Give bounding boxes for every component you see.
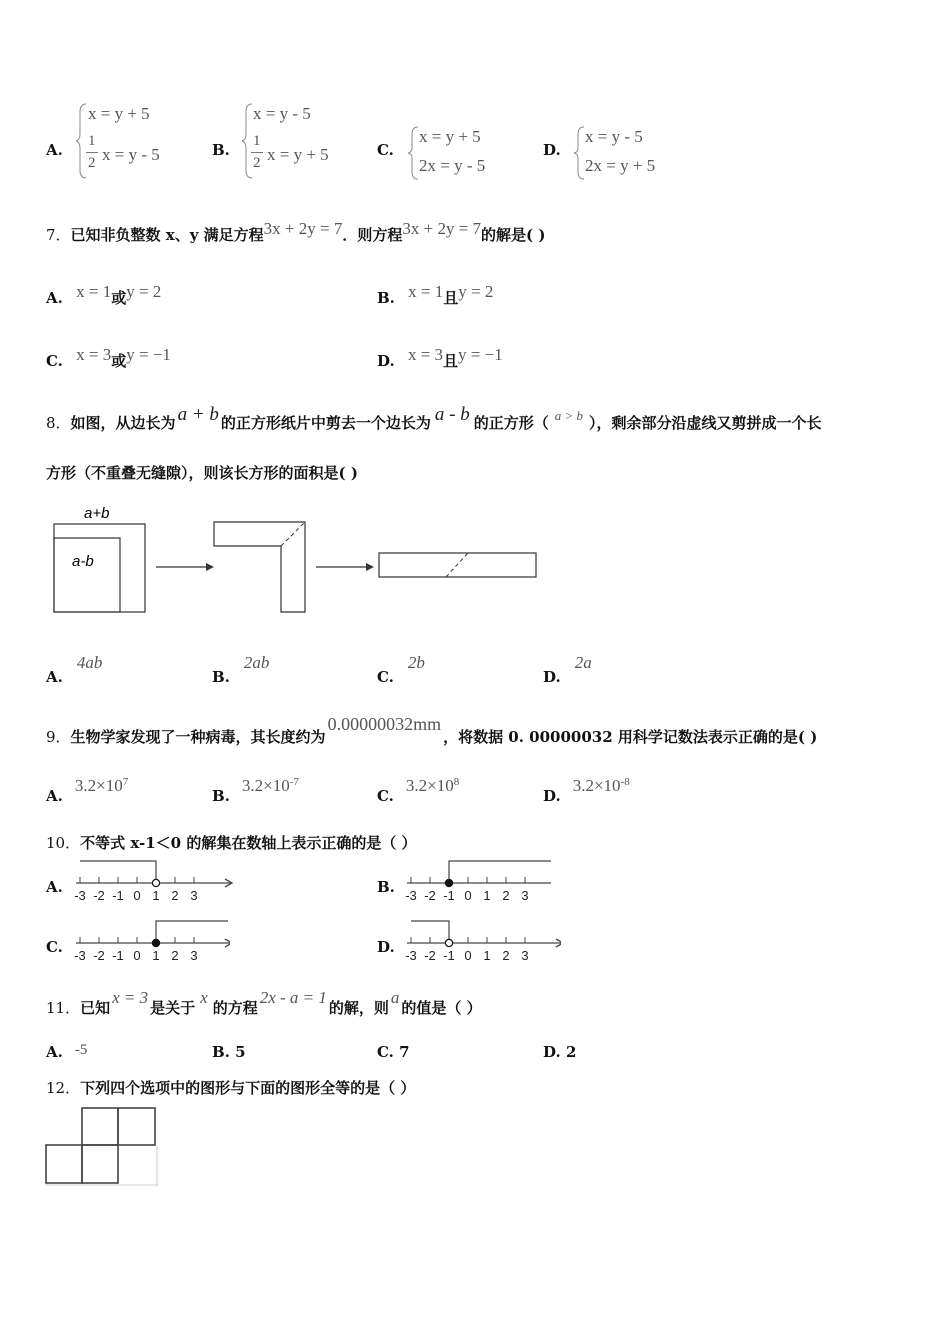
tick-label: 0 (464, 948, 472, 963)
q8-m1: a + b (177, 404, 219, 425)
q7-text-c: 的解是( ) (481, 226, 546, 244)
q9-b-base: 3.2×10 (241, 776, 290, 795)
q7-option-b[interactable] (377, 282, 494, 308)
q10-option-d-label[interactable]: D. (377, 938, 395, 956)
q8-rect-cut (446, 553, 468, 577)
q6-c-line2: 2x = y - 5 (419, 156, 486, 175)
q12-stem (46, 1077, 415, 1098)
tick-label: 1 (483, 948, 491, 963)
q10-text: 不等式 x-1＜0 的解集在数轴上表示正确的是（ ） (80, 834, 417, 852)
q9-a-exp: 7 (122, 776, 129, 788)
q7-b-p1: x = 1 (408, 282, 444, 301)
q8-option-b[interactable] (212, 653, 270, 687)
q11-b-label: B. (212, 1043, 230, 1061)
q7-d-label: D. (377, 352, 395, 370)
q11-option-b[interactable] (212, 1043, 246, 1061)
q7-b-conj: 且 (443, 289, 459, 307)
q9-number: 9． (46, 728, 71, 746)
q8-stem-line1 (46, 404, 822, 434)
tick-label: 0 (464, 888, 472, 903)
q6-c-line1: x = y + 5 (419, 127, 481, 146)
q9-a-base: 3.2×10 (74, 776, 123, 795)
tick-label: 1 (152, 888, 160, 903)
tick-label: -1 (443, 888, 455, 903)
q8-t3: 的正方形（ (473, 414, 549, 432)
tick-label: 1 (152, 948, 160, 963)
q8-a-val: 4ab (76, 653, 103, 672)
q11-m1: x = 3 (112, 988, 149, 1007)
q6-d-line1: x = y - 5 (585, 127, 643, 146)
tick-label: -1 (112, 948, 124, 963)
q6-a-line2: x = y - 5 (102, 145, 160, 164)
q7-option-d[interactable] (377, 345, 503, 371)
q8-c-label: C. (377, 668, 394, 686)
closed-point (152, 939, 159, 946)
q8-c-val: 2b (407, 653, 425, 672)
q6-b-frac-den: 2 (253, 155, 261, 171)
q9-d-label: D. (543, 787, 561, 805)
q6-a-frac-num: 1 (88, 133, 96, 149)
q10-option-c-numberline (70, 916, 230, 966)
tick-label: 3 (521, 888, 529, 903)
q10-option-b-numberline (401, 856, 551, 906)
q6-b-line2: x = y + 5 (267, 145, 329, 164)
tick-label: -1 (443, 948, 455, 963)
q7-c-p1: x = 3 (76, 345, 112, 364)
q7-text-a: 已知非负整数 x、y 满足方程 (70, 226, 264, 244)
q6-b-line1: x = y - 5 (253, 104, 311, 123)
tick-label: -2 (93, 888, 105, 903)
q6-a-frac-bar (86, 152, 98, 153)
tick-label: 0 (133, 888, 141, 903)
q6-option-d-label[interactable]: D. (543, 141, 561, 159)
q8-fig-outer-label: a+b (84, 505, 110, 522)
tick-label: 3 (190, 948, 198, 963)
q10-option-b-label[interactable]: B. (377, 878, 395, 896)
q8-t2: 的正方形纸片中剪去一个边长为 (220, 414, 431, 432)
q6-d-line2: 2x = y + 5 (585, 156, 656, 175)
q10-option-a-numberline (70, 856, 240, 906)
tick-label: -3 (74, 948, 86, 963)
solution-ray (449, 861, 551, 883)
q8-figure (44, 498, 554, 620)
tick-label: 2 (502, 948, 510, 963)
q6-b-frac-bar (251, 152, 263, 153)
q11-a-label: A. (46, 1043, 63, 1061)
q8-number: 8． (46, 414, 71, 432)
q12-number: 12． (46, 1079, 81, 1097)
q9-d-base: 3.2×10 (572, 776, 621, 795)
q11-option-d[interactable] (543, 1043, 576, 1061)
q9-b-label: B. (212, 787, 230, 805)
q10-stem (46, 832, 417, 853)
q8-arrow-1-head (206, 563, 214, 571)
q8-option-c[interactable] (377, 653, 425, 687)
q11-d-val: 2 (565, 1043, 577, 1061)
q11-c-label: C. (377, 1043, 394, 1061)
tick-label: 0 (133, 948, 141, 963)
tick-label: -3 (74, 888, 86, 903)
open-point (445, 939, 452, 946)
q8-t4: ），剩余部分沿虚线又剪拼成一个长 (589, 414, 822, 432)
q8-d-val: 2a (574, 653, 592, 672)
tick-label: 2 (502, 888, 510, 903)
tick-label: 1 (483, 888, 491, 903)
q11-d-label: D. (543, 1043, 561, 1061)
q7-c-label: C. (46, 352, 63, 370)
tick-label: -2 (93, 948, 105, 963)
q6-a-line1: x = y + 5 (88, 104, 150, 123)
q7-b-label: B. (377, 289, 395, 307)
tick-label: 2 (171, 888, 179, 903)
q9-t1: 生物学家发现了一种病毒，其长度约为 (70, 728, 326, 746)
q7-a-label: A. (46, 289, 63, 307)
tick-label: -3 (405, 948, 417, 963)
q11-number: 11． (46, 999, 81, 1017)
q11-stem (46, 988, 482, 1018)
q8-t1: 如图，从边长为 (70, 414, 176, 432)
q11-m2: x (200, 988, 208, 1007)
q11-m4: a (390, 988, 400, 1007)
q6-option-b-label[interactable]: B. (212, 141, 230, 159)
q11-m3: 2x - a = 1 (259, 988, 327, 1007)
q7-eq-2: 3x + 2y = 7 (402, 219, 482, 238)
q11-t5: 的值是（ ） (401, 999, 482, 1017)
q8-big-square (54, 524, 145, 612)
q11-b-val: 5 (235, 1043, 246, 1061)
q6-a-frac-den: 2 (88, 155, 96, 171)
q6-option-c-label[interactable]: C. (377, 141, 394, 159)
q7-d-p2: y = −1 (458, 345, 503, 364)
q7-text-b: ．则方程 (342, 226, 403, 244)
tick-label: 3 (190, 888, 198, 903)
q7-d-p1: x = 3 (407, 345, 444, 364)
q9-c-label: C. (377, 787, 394, 805)
q9-d-exp: -8 (620, 776, 630, 788)
q11-option-c[interactable] (377, 1043, 410, 1061)
tick-label: -3 (405, 888, 417, 903)
tick-label: -2 (424, 948, 436, 963)
q12-cell (118, 1108, 155, 1145)
q8-fig-inner-label: a-b (72, 553, 94, 570)
solution-ray (156, 921, 228, 943)
tick-label: -1 (112, 888, 124, 903)
q8-l-cut (281, 522, 305, 546)
q9-c-exp: 8 (453, 776, 460, 788)
q7-eq-1: 3x + 2y = 7 (263, 219, 343, 238)
q8-b-label: B. (212, 668, 230, 686)
q12-figure (44, 1106, 160, 1188)
q10-number: 10． (46, 834, 81, 852)
tick-label: 3 (521, 948, 529, 963)
q11-t3: 的方程 (212, 999, 258, 1017)
q10-option-d-numberline (401, 916, 561, 966)
q12-text: 下列四个选项中的图形与下面的图形全等的是（ ） (80, 1079, 416, 1097)
q8-d-label: D. (543, 668, 561, 686)
q11-a-val: -5 (74, 1042, 88, 1058)
q7-d-conj: 且 (443, 352, 459, 370)
q8-a-label: A. (46, 668, 63, 686)
q7-number: 7． (46, 226, 71, 244)
q11-t4: 的解，则 (328, 999, 389, 1017)
q9-c-base: 3.2×10 (405, 776, 454, 795)
q9-a-label: A. (46, 787, 63, 805)
q9-stem (46, 714, 818, 747)
q8-option-a[interactable] (46, 653, 103, 687)
q7-option-a[interactable] (46, 282, 162, 308)
q7-c-p2: y = −1 (126, 345, 171, 364)
q10-option-c-label[interactable]: C. (46, 938, 63, 956)
q12-cell (82, 1108, 118, 1145)
q9-m1: 0.00000032mm (327, 714, 442, 734)
closed-point (445, 879, 452, 886)
q11-t2: 是关于 (150, 999, 196, 1017)
q7-b-p2: y = 2 (458, 282, 494, 301)
q8-option-d[interactable] (543, 653, 592, 687)
q7-a-p2: y = 2 (126, 282, 162, 301)
q8-stem-line2: 方形（不重叠无缝隙），则该长方形的面积是( ) (46, 464, 358, 482)
q9-t2: ，将数据 0. 00000032 用科学记数法表示正确的是( ) (443, 728, 818, 746)
q12-cell (82, 1145, 118, 1183)
tick-label: -2 (424, 888, 436, 903)
q10-option-a-label[interactable]: A. (46, 878, 63, 896)
q8-arrow-2-head (366, 563, 374, 571)
q7-a-conj: 或 (111, 289, 127, 307)
open-point (152, 879, 159, 886)
q7-a-p1: x = 1 (76, 282, 112, 301)
q9-b-exp: -7 (289, 776, 299, 788)
q11-c-val: 7 (399, 1043, 410, 1061)
q8-m2: a - b (434, 404, 470, 425)
q7-stem (46, 219, 546, 245)
q7-c-conj: 或 (111, 352, 127, 370)
q8-m3: a > b (554, 408, 584, 423)
q12-cell (46, 1145, 82, 1183)
q11-option-a[interactable] (46, 1043, 87, 1062)
q7-option-c[interactable] (46, 345, 171, 371)
q6-b-frac-num: 1 (253, 133, 261, 149)
q6-option-a-label[interactable]: A. (46, 141, 63, 159)
tick-label: 2 (171, 948, 179, 963)
q8-small-square (54, 538, 120, 612)
q8-b-val: 2ab (243, 653, 270, 672)
q11-t1: 已知 (80, 999, 111, 1017)
